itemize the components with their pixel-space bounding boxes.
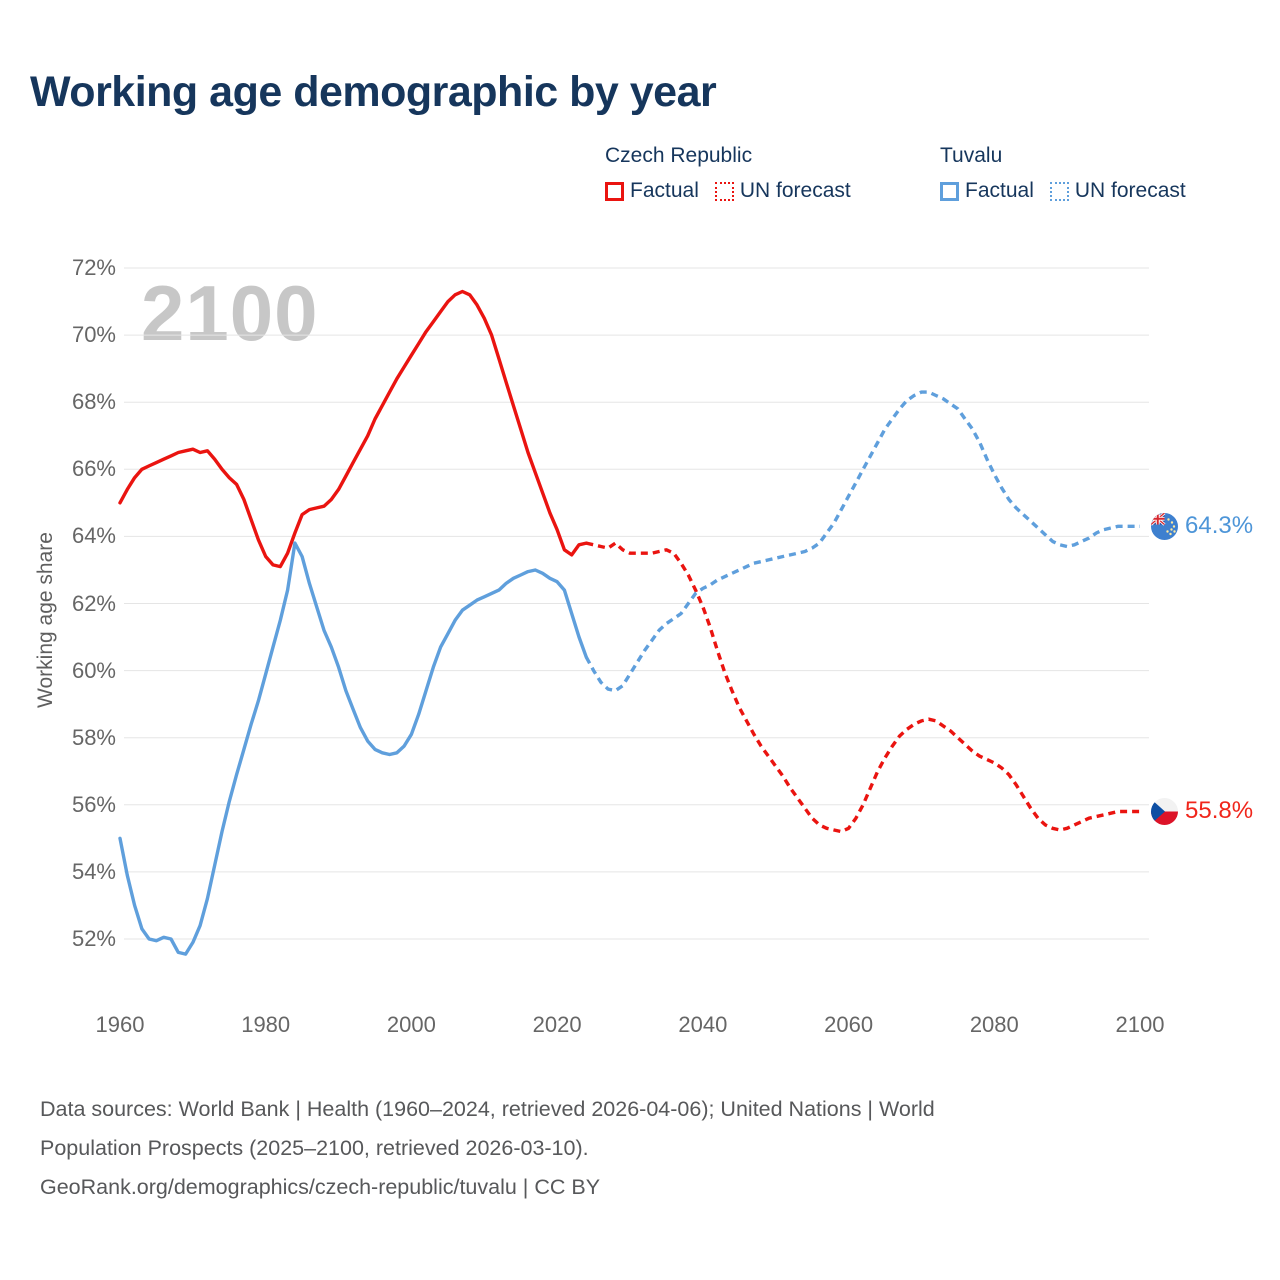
y-tick-label-66: 66% (71, 456, 116, 482)
y-tick-label-56: 56% (71, 791, 116, 817)
y-tick-label-72: 72% (71, 255, 116, 280)
czech-factual-line (120, 292, 586, 567)
page-title: Working age demographic by year (30, 68, 717, 116)
tuvalu-end-label (1151, 512, 1253, 540)
legend-item-label: Factual (965, 179, 1034, 202)
czech-end-value: 55.8% (1185, 797, 1254, 824)
footer-line-1: Data sources: World Bank | Health (1960–2024, retrieved 2026-04-06); United Nations | World (40, 1097, 935, 1121)
tuvalu-factual-line (120, 543, 586, 954)
y-tick-label-52: 52% (71, 926, 116, 951)
x-tick-label-2000: 2000 (386, 1012, 436, 1037)
x-tick-label-2040: 2040 (678, 1012, 728, 1037)
y-tick-label-70: 70% (71, 322, 116, 348)
tuvalu-end-value: 64.3% (1185, 512, 1254, 539)
x-tick-label-2060: 2060 (824, 1012, 874, 1037)
legend-item-label: UN forecast (1074, 179, 1186, 202)
footer-source-link: GeoRank.org/demographics/czech-republic/tuvalu | CC BY (40, 1175, 601, 1199)
y-tick-label-64: 64% (71, 523, 116, 549)
y-tick-label-60: 60% (71, 657, 116, 683)
legend-group-title: Czech Republic (605, 144, 753, 167)
legend-group-title: Tuvalu (940, 144, 1003, 167)
x-tick-label-2020: 2020 (532, 1012, 582, 1037)
tuvalu-forecast-line (586, 392, 1140, 691)
y-tick-label-58: 58% (71, 724, 116, 750)
y-axis-title: Working age share (34, 532, 57, 708)
legend-item-label: Factual (630, 179, 699, 202)
x-tick-label-1960: 1960 (95, 1012, 145, 1037)
x-tick-label-2100: 2100 (1115, 1012, 1165, 1037)
y-tick-label-62: 62% (71, 590, 116, 616)
y-tick-label-54: 54% (71, 858, 116, 884)
legend-item-label: UN forecast (739, 179, 851, 202)
footer-note (40, 1090, 935, 1207)
czech-forecast-line (586, 543, 1140, 832)
czech-end-label (1151, 797, 1253, 825)
tuvalu-flag-icon (1151, 513, 1178, 540)
footer-line-2: Population Prospects (2025–2100, retrieved 2026-03-10). (40, 1136, 589, 1160)
x-tick-label-1980: 1980 (241, 1012, 291, 1037)
czech-flag-icon (1151, 798, 1178, 825)
x-tick-label-2080: 2080 (969, 1012, 1019, 1037)
watermark-year: 2100 (141, 269, 319, 357)
y-tick-label-68: 68% (71, 389, 116, 415)
